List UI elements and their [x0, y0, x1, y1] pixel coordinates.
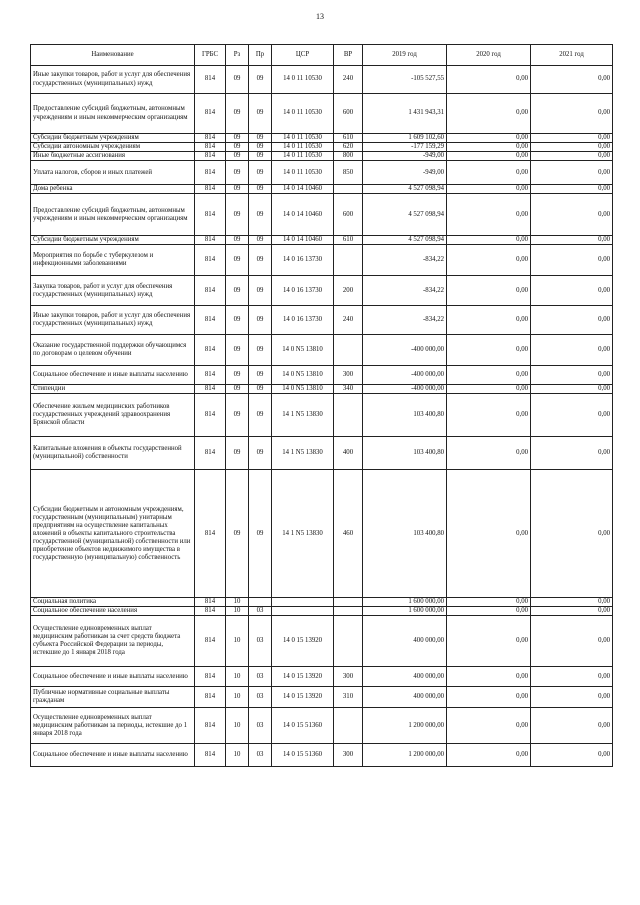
row-2019: 4 527 098,94 [363, 236, 447, 245]
row-grbs: 814 [195, 470, 226, 598]
row-rz: 09 [226, 185, 249, 194]
row-csr: 14 0 N5 13810 [272, 335, 334, 366]
row-2020: 0,00 [447, 470, 531, 598]
row-2020: 0,00 [447, 607, 531, 616]
row-rz: 10 [226, 687, 249, 708]
row-csr: 14 0 11 10530 [272, 161, 334, 185]
row-vr: 200 [334, 276, 363, 306]
row-grbs: 814 [195, 306, 226, 335]
row-csr: 14 1 N5 13830 [272, 394, 334, 437]
row-2020: 0,00 [447, 667, 531, 687]
row-grbs: 814 [195, 598, 226, 607]
row-2021: 0,00 [531, 194, 613, 236]
row-csr: 14 0 16 13730 [272, 276, 334, 306]
row-2019: -177 159,29 [363, 143, 447, 152]
row-csr: 14 0 11 10530 [272, 66, 334, 94]
row-2019: -834,22 [363, 245, 447, 276]
row-grbs: 814 [195, 152, 226, 161]
row-name: Уплата налогов, сборов и иных платежей [31, 161, 195, 185]
row-grbs: 814 [195, 66, 226, 94]
row-2021: 0,00 [531, 276, 613, 306]
row-rz: 09 [226, 366, 249, 385]
row-2020: 0,00 [447, 194, 531, 236]
row-2020: 0,00 [447, 152, 531, 161]
row-2020: 0,00 [447, 185, 531, 194]
table-row [31, 598, 613, 607]
header-2020: 2020 год [447, 45, 531, 66]
row-pr: 03 [249, 616, 272, 667]
row-pr: 03 [249, 687, 272, 708]
row-pr: 09 [249, 161, 272, 185]
row-name: Социальное обеспечение и иные выплаты населению [31, 744, 195, 767]
row-csr: 14 0 N5 13810 [272, 385, 334, 394]
row-pr: 09 [249, 66, 272, 94]
row-2021: 0,00 [531, 306, 613, 335]
row-rz: 10 [226, 708, 249, 744]
row-rz: 09 [226, 394, 249, 437]
row-2019: 400 000,00 [363, 687, 447, 708]
table-row [31, 94, 613, 134]
row-name: Капитальные вложения в объекты государственной (муниципальной) собственности [31, 437, 195, 470]
row-grbs: 814 [195, 744, 226, 767]
row-2021: 0,00 [531, 394, 613, 437]
row-rz: 09 [226, 161, 249, 185]
row-pr: 09 [249, 134, 272, 143]
row-2019: 103 400,80 [363, 394, 447, 437]
row-2019: 400 000,00 [363, 667, 447, 687]
row-grbs: 814 [195, 335, 226, 366]
row-grbs: 814 [195, 607, 226, 616]
row-grbs: 814 [195, 94, 226, 134]
header-pr: Пр [249, 45, 272, 66]
row-pr: 09 [249, 385, 272, 394]
row-csr [272, 598, 334, 607]
table-row [31, 667, 613, 687]
row-name: Субсидии бюджетным и автономным учреждениям, государственным (муниципальным) унитарным предприятиям на осуществление капитальных вложений в объекты капитального строительства государственной (муниципальной) собственности или приобретение объектов недвижимого имущества в государственную (муниципальную) собственность [31, 470, 195, 598]
row-grbs: 814 [195, 134, 226, 143]
row-rz: 09 [226, 470, 249, 598]
table-row [31, 335, 613, 366]
row-2021: 0,00 [531, 385, 613, 394]
row-vr [334, 598, 363, 607]
row-vr: 310 [334, 687, 363, 708]
row-name: Социальное обеспечение и иные выплаты населению [31, 366, 195, 385]
row-name: Оказание государственной поддержки обучающимся по договорам о целевом обучении [31, 335, 195, 366]
row-2020: 0,00 [447, 687, 531, 708]
row-2020: 0,00 [447, 335, 531, 366]
row-2019: -834,22 [363, 306, 447, 335]
row-2021: 0,00 [531, 687, 613, 708]
row-pr: 09 [249, 143, 272, 152]
row-rz: 10 [226, 744, 249, 767]
row-2019: 1 609 102,60 [363, 134, 447, 143]
row-2020: 0,00 [447, 276, 531, 306]
row-pr: 03 [249, 667, 272, 687]
row-vr: 620 [334, 143, 363, 152]
row-2020: 0,00 [447, 236, 531, 245]
row-name: Социальное обеспечение населения [31, 607, 195, 616]
row-2021: 0,00 [531, 185, 613, 194]
table-row [31, 66, 613, 94]
row-vr [334, 185, 363, 194]
table-row [31, 687, 613, 708]
row-2020: 0,00 [447, 744, 531, 767]
row-2019: -834,22 [363, 276, 447, 306]
row-vr: 240 [334, 66, 363, 94]
row-2021: 0,00 [531, 616, 613, 667]
table-row [31, 306, 613, 335]
row-csr: 14 0 14 10460 [272, 236, 334, 245]
row-rz: 09 [226, 236, 249, 245]
row-2020: 0,00 [447, 437, 531, 470]
row-name: Иные закупки товаров, работ и услуг для обеспечения государственных (муниципальных) нужд [31, 306, 195, 335]
row-csr: 14 0 15 51360 [272, 744, 334, 767]
row-pr: 09 [249, 394, 272, 437]
row-2021: 0,00 [531, 598, 613, 607]
row-vr: 460 [334, 470, 363, 598]
row-2019: 103 400,80 [363, 470, 447, 598]
row-grbs: 814 [195, 245, 226, 276]
row-pr: 09 [249, 185, 272, 194]
row-rz: 10 [226, 667, 249, 687]
row-csr [272, 607, 334, 616]
row-2019: -949,00 [363, 161, 447, 185]
row-2020: 0,00 [447, 394, 531, 437]
row-name: Закупка товаров, работ и услуг для обеспечения государственных (муниципальных) нужд [31, 276, 195, 306]
row-csr: 14 0 11 10530 [272, 94, 334, 134]
row-grbs: 814 [195, 437, 226, 470]
row-grbs: 814 [195, 708, 226, 744]
row-csr: 14 0 11 10530 [272, 143, 334, 152]
row-grbs: 814 [195, 161, 226, 185]
row-rz: 09 [226, 134, 249, 143]
row-2020: 0,00 [447, 66, 531, 94]
row-grbs: 814 [195, 667, 226, 687]
row-pr: 09 [249, 94, 272, 134]
table-row [31, 236, 613, 245]
row-2020: 0,00 [447, 708, 531, 744]
table-row [31, 470, 613, 598]
row-pr: 09 [249, 306, 272, 335]
table-row [31, 245, 613, 276]
row-2020: 0,00 [447, 366, 531, 385]
header-2019: 2019 год [363, 45, 447, 66]
row-grbs: 814 [195, 385, 226, 394]
row-2019: 1 200 000,00 [363, 744, 447, 767]
row-grbs: 814 [195, 616, 226, 667]
row-csr: 14 0 14 10460 [272, 194, 334, 236]
row-2020: 0,00 [447, 245, 531, 276]
row-2020: 0,00 [447, 94, 531, 134]
row-2019: -400 000,00 [363, 385, 447, 394]
row-vr: 800 [334, 152, 363, 161]
row-vr [334, 335, 363, 366]
row-csr: 14 0 N5 13810 [272, 366, 334, 385]
row-csr: 14 0 11 10530 [272, 134, 334, 143]
table-row [31, 366, 613, 385]
row-name: Иные бюджетные ассигнования [31, 152, 195, 161]
row-2021: 0,00 [531, 708, 613, 744]
page-number: 13 [316, 12, 324, 21]
row-vr [334, 394, 363, 437]
row-rz: 09 [226, 143, 249, 152]
row-2020: 0,00 [447, 306, 531, 335]
row-csr: 14 1 N5 13830 [272, 437, 334, 470]
row-name: Осуществление единовременных выплат медицинским работникам за периоды, истекшие до 1 января 2018 года [31, 708, 195, 744]
row-pr: 09 [249, 245, 272, 276]
row-2021: 0,00 [531, 94, 613, 134]
row-vr [334, 245, 363, 276]
row-2019: -949,00 [363, 152, 447, 161]
row-2021: 0,00 [531, 236, 613, 245]
row-pr: 03 [249, 607, 272, 616]
row-pr: 09 [249, 194, 272, 236]
row-name: Обеспечение жильем медицинских работников государственных учреждений здравоохранения Брянской области [31, 394, 195, 437]
row-2019: 4 527 098,94 [363, 194, 447, 236]
row-grbs: 814 [195, 236, 226, 245]
row-2020: 0,00 [447, 161, 531, 185]
table-row [31, 394, 613, 437]
row-csr: 14 0 11 10530 [272, 152, 334, 161]
row-pr [249, 598, 272, 607]
row-vr: 610 [334, 134, 363, 143]
table-row [31, 616, 613, 667]
row-rz: 09 [226, 152, 249, 161]
row-2021: 0,00 [531, 143, 613, 152]
row-vr: 850 [334, 161, 363, 185]
row-csr: 14 0 15 13920 [272, 616, 334, 667]
table-row [31, 161, 613, 185]
row-name: Дома ребенка [31, 185, 195, 194]
row-2020: 0,00 [447, 598, 531, 607]
row-2021: 0,00 [531, 437, 613, 470]
row-2019: 1 600 000,00 [363, 607, 447, 616]
row-2020: 0,00 [447, 143, 531, 152]
row-pr: 09 [249, 470, 272, 598]
row-rz: 09 [226, 194, 249, 236]
row-2019: 103 400,80 [363, 437, 447, 470]
row-rz: 09 [226, 306, 249, 335]
row-vr: 610 [334, 236, 363, 245]
table-row [31, 607, 613, 616]
row-vr: 300 [334, 667, 363, 687]
row-pr: 09 [249, 236, 272, 245]
row-rz: 09 [226, 335, 249, 366]
row-grbs: 814 [195, 394, 226, 437]
row-pr: 03 [249, 708, 272, 744]
row-csr: 14 0 15 13920 [272, 667, 334, 687]
row-2020: 0,00 [447, 616, 531, 667]
row-vr: 340 [334, 385, 363, 394]
row-2019: 1 600 000,00 [363, 598, 447, 607]
row-vr: 240 [334, 306, 363, 335]
header-csr: ЦСР [272, 45, 334, 66]
row-name: Социальное обеспечение и иные выплаты населению [31, 667, 195, 687]
row-vr [334, 616, 363, 667]
row-name: Публичные нормативные социальные выплаты гражданам [31, 687, 195, 708]
row-2021: 0,00 [531, 366, 613, 385]
row-csr: 14 1 N5 13830 [272, 470, 334, 598]
table-row [31, 134, 613, 143]
row-name: Осуществление единовременных выплат медицинским работникам за счет средств бюджета субъекта Российской Федерации за периоды, истекшие до 1 января 2018 года [31, 616, 195, 667]
row-2021: 0,00 [531, 152, 613, 161]
row-pr: 09 [249, 276, 272, 306]
header-2021: 2021 год [531, 45, 613, 66]
row-grbs: 814 [195, 276, 226, 306]
row-2021: 0,00 [531, 335, 613, 366]
row-csr: 14 0 14 10460 [272, 185, 334, 194]
row-grbs: 814 [195, 687, 226, 708]
header-rz: Рз [226, 45, 249, 66]
header-grbs: ГРБС [195, 45, 226, 66]
row-2021: 0,00 [531, 161, 613, 185]
row-rz: 09 [226, 245, 249, 276]
row-vr: 600 [334, 94, 363, 134]
budget-table [30, 44, 613, 767]
row-name: Предоставление субсидий бюджетным, автономным учреждениям и иным некоммерческим организациям [31, 94, 195, 134]
row-2021: 0,00 [531, 667, 613, 687]
row-2021: 0,00 [531, 66, 613, 94]
row-grbs: 814 [195, 366, 226, 385]
row-2021: 0,00 [531, 134, 613, 143]
row-grbs: 814 [195, 143, 226, 152]
row-2019: 1 431 943,31 [363, 94, 447, 134]
row-vr: 300 [334, 366, 363, 385]
row-csr: 14 0 16 13730 [272, 245, 334, 276]
row-rz: 10 [226, 607, 249, 616]
row-name: Мероприятия по борьбе с туберкулезом и инфекционными заболеваниями [31, 245, 195, 276]
row-grbs: 814 [195, 185, 226, 194]
table-header-row [31, 45, 613, 66]
row-2021: 0,00 [531, 470, 613, 598]
row-2019: 400 000,00 [363, 616, 447, 667]
header-name: Наименование [31, 45, 195, 66]
row-vr: 400 [334, 437, 363, 470]
row-rz: 10 [226, 616, 249, 667]
row-pr: 09 [249, 335, 272, 366]
row-pr: 09 [249, 152, 272, 161]
row-name: Стипендии [31, 385, 195, 394]
row-rz: 09 [226, 385, 249, 394]
row-name: Субсидии автономным учреждениям [31, 143, 195, 152]
row-csr: 14 0 16 13730 [272, 306, 334, 335]
row-pr: 03 [249, 744, 272, 767]
table-row [31, 744, 613, 767]
row-csr: 14 0 15 13920 [272, 687, 334, 708]
row-2019: 4 527 098,94 [363, 185, 447, 194]
table-row [31, 385, 613, 394]
row-2019: 1 200 000,00 [363, 708, 447, 744]
row-name: Иные закупки товаров, работ и услуг для обеспечения государственных (муниципальных) нужд [31, 66, 195, 94]
row-name: Предоставление субсидий бюджетным, автономным учреждениям и иным некоммерческим организациям [31, 194, 195, 236]
row-2019: -400 000,00 [363, 366, 447, 385]
row-2021: 0,00 [531, 744, 613, 767]
row-name: Субсидии бюджетным учреждениям [31, 236, 195, 245]
table-row [31, 708, 613, 744]
header-vr: ВР [334, 45, 363, 66]
row-pr: 09 [249, 437, 272, 470]
table-row [31, 437, 613, 470]
table-row [31, 143, 613, 152]
row-rz: 09 [226, 276, 249, 306]
row-2021: 0,00 [531, 245, 613, 276]
table-row [31, 194, 613, 236]
row-vr: 600 [334, 194, 363, 236]
row-rz: 09 [226, 66, 249, 94]
table-row [31, 185, 613, 194]
row-csr: 14 0 15 51360 [272, 708, 334, 744]
row-2021: 0,00 [531, 607, 613, 616]
row-vr: 300 [334, 744, 363, 767]
table-row [31, 152, 613, 161]
row-name: Субсидии бюджетным учреждениям [31, 134, 195, 143]
row-rz: 10 [226, 598, 249, 607]
row-vr [334, 607, 363, 616]
row-2019: -105 527,55 [363, 66, 447, 94]
row-vr [334, 708, 363, 744]
row-pr: 09 [249, 366, 272, 385]
row-grbs: 814 [195, 194, 226, 236]
table-row [31, 276, 613, 306]
row-rz: 09 [226, 437, 249, 470]
row-name: Социальная политика [31, 598, 195, 607]
row-2019: -400 000,00 [363, 335, 447, 366]
row-2020: 0,00 [447, 385, 531, 394]
row-rz: 09 [226, 94, 249, 134]
row-2020: 0,00 [447, 134, 531, 143]
